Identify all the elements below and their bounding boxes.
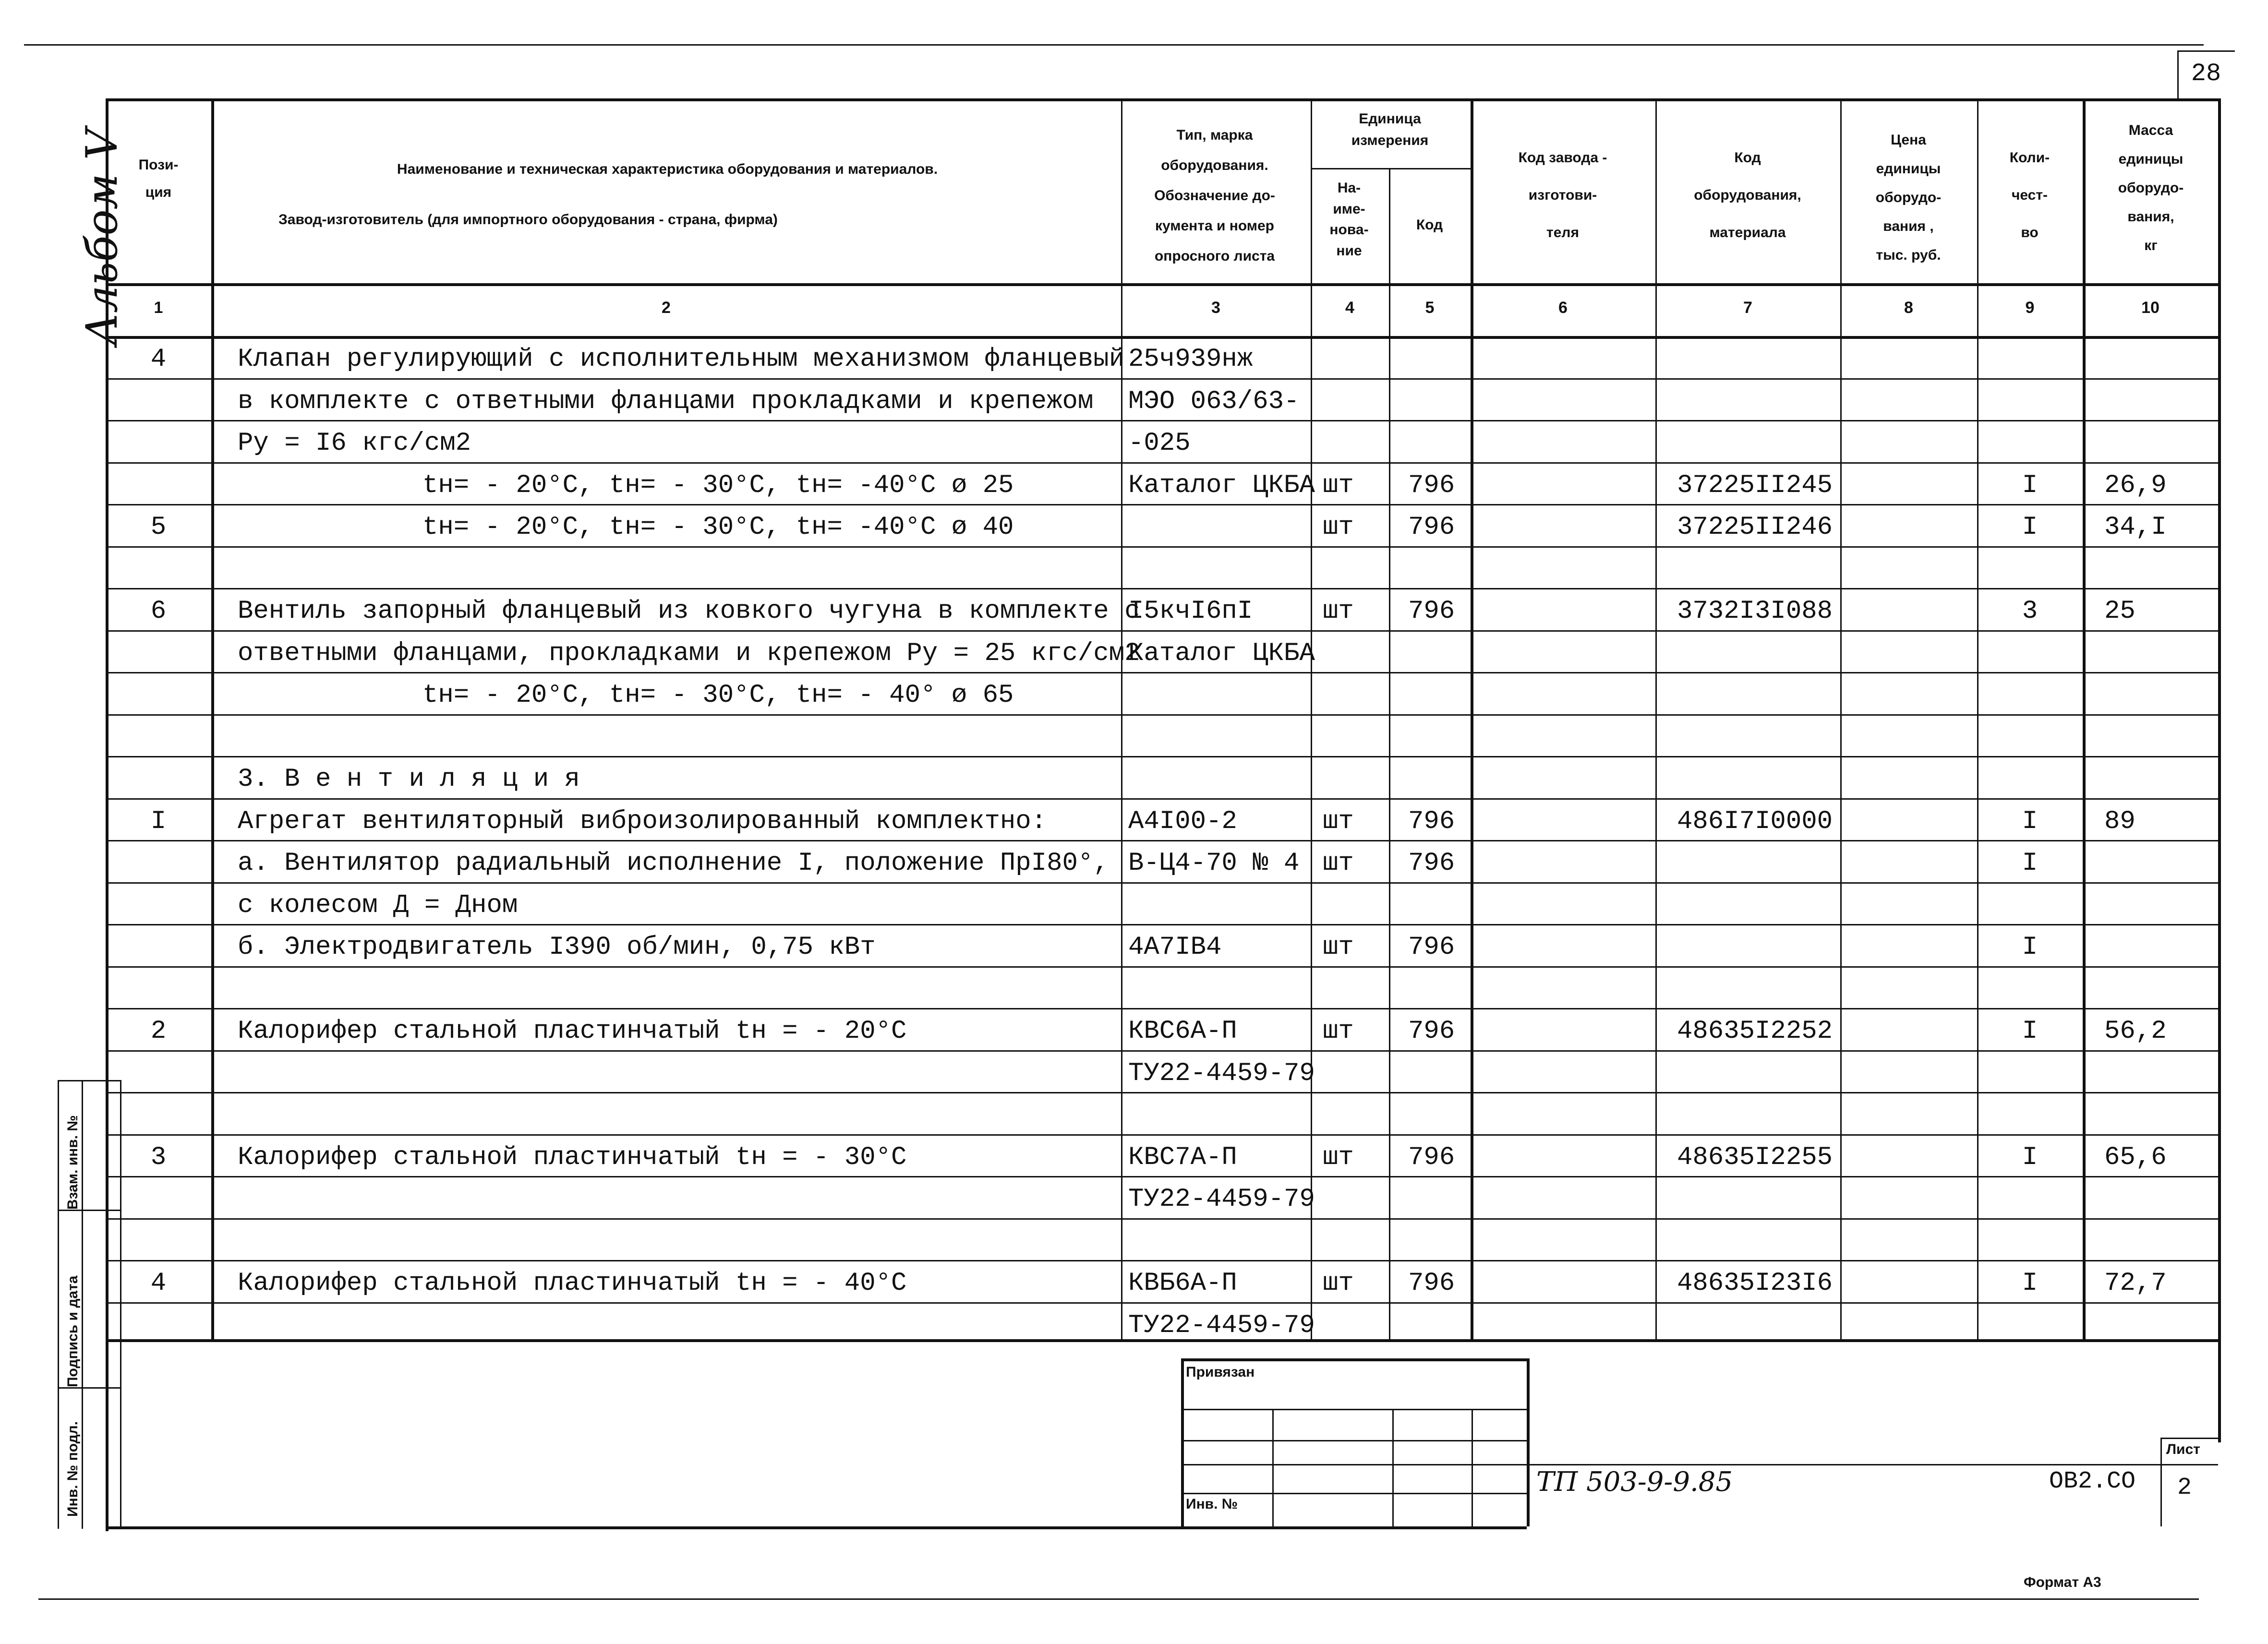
header-col2-line1: Наименование и техническая характеристика оборудования и материалов. [397, 161, 938, 177]
cell-pos: 6 [150, 597, 167, 626]
cell-pos: 2 [150, 1017, 167, 1046]
row-line [106, 1302, 2218, 1304]
cell-qty: I [2022, 806, 2038, 836]
header-col10-line3: оборудо- [2118, 180, 2184, 196]
header-col7-line1: Код [1734, 150, 1761, 166]
header-col1-line2: ция [145, 184, 172, 200]
row-line [106, 714, 2218, 716]
title-line [2160, 1438, 2162, 1526]
title-sheet-number: 2 [2177, 1474, 2192, 1501]
cell-type: КВБ6А-П [1128, 1269, 1237, 1298]
cell-mass: 26,9 [2104, 470, 2167, 500]
title-line [1392, 1409, 1394, 1526]
cell-unit: шт [1323, 597, 1354, 626]
stamp-vzam-inv: Взам. инв. № [65, 1115, 81, 1210]
col-border [1655, 98, 1657, 1339]
header-unit [1311, 108, 1469, 151]
cell-mass: 65,6 [2104, 1142, 2167, 1172]
column-number: 8 [1904, 299, 1913, 317]
row-line [106, 1050, 2218, 1052]
cell-type: КВС6А-П [1128, 1017, 1237, 1046]
row-line [106, 462, 2218, 464]
cell-type: ТУ22-4459-79 [1128, 1058, 1315, 1088]
header-unit-line1: Единица [1359, 111, 1421, 127]
header-col10-line2: единицы [2118, 151, 2184, 167]
title-inv-no: Инв. № [1186, 1496, 1238, 1512]
cell-unit: шт [1323, 1017, 1354, 1046]
cell-name: ответными фланцами, прокладками и крепежом Ру = 25 кгс/см2 [238, 638, 1140, 668]
header-col10 [2084, 116, 2218, 260]
cell-ocode: 486I7I0000 [1677, 806, 1833, 836]
cell-qty: I [2022, 1142, 2038, 1172]
cell-ocode: 48635I2255 [1677, 1142, 1833, 1172]
row-line [106, 672, 2218, 673]
cell-code: 796 [1408, 933, 1455, 962]
cell-unit: шт [1323, 1142, 1354, 1172]
side-stamp-line [58, 1080, 59, 1529]
cell-qty: I [2022, 1017, 2038, 1046]
cell-unit: шт [1323, 806, 1354, 836]
cell-name: Вентиль запорный фланцевый из ковкого чугуна в комплекте с [238, 597, 1140, 626]
header-col6-line3: теля [1546, 225, 1579, 240]
header-col3 [1121, 120, 1308, 271]
header-col2-line2: Завод-изготовитель (для импортного оборудования - страна, фирма) [278, 212, 778, 228]
col-border [1389, 168, 1390, 1339]
cell-qty: I [2022, 513, 2038, 542]
table-right-border [2218, 98, 2221, 1442]
row-line [106, 588, 2218, 589]
header-col8-line3: оборудо- [1875, 190, 1942, 205]
cell-type: В-Ц4-70 № 4 [1128, 849, 1300, 878]
col-border [1840, 98, 1842, 1339]
cell-name: Ру = I6 кгс/см2 [238, 429, 471, 458]
cell-type: А4I00-2 [1128, 806, 1237, 836]
cell-qty: 3 [2022, 597, 2038, 626]
numbers-bottom-border [106, 336, 2218, 339]
cell-unit: шт [1323, 1269, 1354, 1298]
header-col5: Код [1416, 217, 1443, 233]
title-designation: ТП 503-9-9.85 [1536, 1466, 1733, 1498]
corner-box-top [2177, 50, 2235, 52]
cell-name: Агрегат вентиляторный виброизолированный комплектно: [238, 806, 1047, 836]
cell-name: 3. В е н т и л я ц и я [238, 765, 580, 794]
title-line [1181, 1493, 1527, 1494]
header-col10-line5: кг [2144, 238, 2158, 253]
header-col9-line2: чест- [2011, 187, 2048, 203]
header-col4-line4: ние [1336, 242, 1362, 259]
cell-pos: 5 [150, 513, 167, 542]
cell-pos: 4 [150, 345, 167, 374]
cell-code: 796 [1408, 513, 1455, 542]
format-label: Формат А3 [2024, 1574, 2101, 1590]
title-sheet-label: Лист [2166, 1441, 2200, 1457]
cell-type: ТУ22-4459-79 [1128, 1185, 1315, 1214]
cell-name: tн= - 20°С, tн= - 30°С, tн= - 40° ø 65 [422, 681, 1014, 710]
row-line [106, 420, 2218, 421]
row-line [106, 546, 2218, 548]
cell-qty: I [2022, 470, 2038, 500]
title-line [1527, 1358, 1530, 1526]
cell-ocode: 48635I2252 [1677, 1017, 1833, 1046]
header-col10-line4: вания, [2127, 209, 2174, 225]
header-bottom-border [106, 283, 2218, 286]
col-border [1471, 98, 1473, 1339]
cell-name: Калорифер стальной пластинчатый tн = - 20°С [238, 1017, 907, 1046]
header-col3-line3: Обозначение до- [1154, 188, 1275, 204]
header-col1-line1: Пози- [138, 157, 179, 173]
title-line [1472, 1409, 1473, 1526]
title-line [1272, 1409, 1274, 1526]
header-col4-line3: нова- [1329, 222, 1369, 238]
cell-code: 796 [1408, 597, 1455, 626]
cell-qty: I [2022, 1269, 2038, 1298]
side-stamp-line [58, 1210, 120, 1211]
cell-code: 796 [1408, 849, 1455, 878]
header-col9-line3: во [2021, 225, 2039, 240]
header-col3-line5: опросного листа [1154, 248, 1275, 264]
header-col4-line1: На- [1337, 180, 1361, 196]
cell-type: ТУ22-4459-79 [1128, 1310, 1315, 1340]
cell-type: -025 [1128, 429, 1191, 458]
cell-code: 796 [1408, 1017, 1455, 1046]
header-col7-line3: материала [1709, 225, 1786, 240]
cell-type: Каталог ЦКБА [1128, 638, 1315, 668]
cell-mass: 25 [2104, 597, 2135, 626]
cell-mass: 72,7 [2104, 1269, 2167, 1298]
table-top-border [106, 98, 2218, 101]
cell-unit: шт [1323, 849, 1354, 878]
cell-qty: I [2022, 933, 2038, 962]
row-line [106, 882, 2218, 884]
header-col4-line2: име- [1333, 201, 1365, 217]
title-line [1181, 1440, 1527, 1441]
unit-subheader-line [1311, 168, 1471, 169]
cell-name: Калорифер стальной пластинчатый tн = - 40°С [238, 1269, 907, 1298]
header-col1 [115, 151, 202, 206]
cell-name: в комплекте с ответными фланцами прокладками и крепежом [238, 386, 1094, 416]
side-stamp-line [58, 1387, 120, 1389]
header-col6-line2: изготови- [1528, 187, 1597, 203]
row-line [106, 504, 2218, 505]
cell-mass: 89 [2104, 806, 2135, 836]
title-code: ОВ2.СО [2049, 1468, 2136, 1495]
header-col8-line1: Цена [1891, 132, 1926, 148]
sheet-corner-number: 28 [2191, 60, 2221, 88]
cell-name: а. Вентилятор радиальный исполнение I, положение ПрI80°, [238, 849, 1109, 878]
column-number: 4 [1345, 299, 1354, 317]
header-col6-line1: Код завода - [1518, 150, 1607, 166]
header-col6 [1472, 139, 1654, 252]
column-number: 9 [2025, 299, 2035, 317]
header-col4 [1311, 178, 1387, 261]
row-line [106, 840, 2218, 841]
cell-name: с колесом Д = Дном [238, 890, 518, 920]
header-col8-line5: тыс. руб. [1876, 247, 1941, 263]
cell-code: 796 [1408, 1269, 1455, 1298]
cell-code: 796 [1408, 470, 1455, 500]
row-line [106, 1134, 2218, 1136]
row-line [106, 1176, 2218, 1177]
row-line [106, 1092, 2218, 1093]
col-border [211, 98, 214, 1339]
title-line [1181, 1358, 1527, 1361]
cell-name: tн= - 20°С, tн= - 30°С, tн= -40°С ø 40 [422, 513, 1014, 542]
cell-unit: шт [1323, 513, 1354, 542]
col-border [1121, 98, 1122, 1339]
corner-box-left [2177, 50, 2179, 98]
column-number: 6 [1558, 299, 1568, 317]
header-col10-line1: Масса [2128, 122, 2173, 138]
row-line [106, 966, 2218, 968]
column-number: 3 [1211, 299, 1220, 317]
column-number: 5 [1425, 299, 1435, 317]
header-col8-line4: вания , [1883, 218, 1934, 234]
cell-ocode: 37225II246 [1677, 513, 1833, 542]
column-number: 2 [662, 299, 671, 317]
row-line [106, 630, 2218, 632]
header-col9-line1: Коли- [2009, 150, 2050, 166]
cell-name: Клапан регулирующий с исполнительным механизмом фланцевый [238, 345, 1125, 374]
page-bottom-border [106, 1526, 1527, 1529]
row-line [106, 924, 2218, 925]
cell-type: МЭО 063/63- [1128, 386, 1300, 416]
title-line [1181, 1358, 1184, 1526]
column-number: 7 [1743, 299, 1752, 317]
header-col3-line2: оборудования. [1161, 157, 1268, 173]
row-line [106, 378, 2218, 380]
cell-type: I5кчI6пI [1128, 597, 1253, 626]
header-unit-line2: измерения [1351, 132, 1429, 148]
header-col2 [216, 144, 1119, 245]
row-line [106, 798, 2218, 800]
header-col3-line4: кумента и номер [1155, 218, 1275, 234]
cell-name: б. Электродвигатель I390 об/мин, 0,75 кВт [238, 933, 876, 962]
cell-pos: 3 [150, 1142, 167, 1172]
row-line [106, 756, 2218, 757]
row-line [106, 1260, 2218, 1261]
cell-pos: 4 [150, 1269, 167, 1298]
cell-qty: I [2022, 849, 2038, 878]
cell-mass: 56,2 [2104, 1017, 2167, 1046]
cell-type: Каталог ЦКБА [1128, 470, 1315, 500]
title-line [1181, 1464, 2218, 1465]
stamp-signature-date: Подпись и дата [65, 1275, 81, 1387]
cell-ocode: 48635I23I6 [1677, 1269, 1833, 1298]
cell-type: 4А7IВ4 [1128, 933, 1222, 962]
cell-ocode: 37225II245 [1677, 470, 1833, 500]
col-border [1311, 98, 1312, 1339]
header-col3-line1: Тип, марка [1176, 127, 1253, 143]
cell-name: tн= - 20°С, tн= - 30°С, tн= -40°С ø 25 [422, 470, 1014, 500]
row-line [106, 1008, 2218, 1009]
column-number: 1 [154, 299, 163, 317]
cell-unit: шт [1323, 470, 1354, 500]
stamp-inv-podl: Инв. № подл. [65, 1421, 81, 1517]
title-privyazan: Привязан [1186, 1364, 1255, 1380]
title-line [2160, 1438, 2218, 1439]
header-col8-line2: единицы [1876, 161, 1941, 177]
column-number: 10 [2141, 299, 2159, 317]
header-col7 [1656, 139, 1839, 252]
header-col8 [1841, 126, 1976, 270]
album-label: Альбом V [77, 129, 127, 346]
cell-type: КВС7А-П [1128, 1142, 1237, 1172]
cell-name: Калорифер стальной пластинчатый tн = - 30°С [238, 1142, 907, 1172]
row-line [106, 1218, 2218, 1220]
side-stamp-line [58, 1080, 120, 1081]
cell-mass: 34,I [2104, 513, 2167, 542]
cell-code: 796 [1408, 806, 1455, 836]
cell-pos: I [150, 806, 167, 836]
cell-type: 25ч939нж [1128, 345, 1253, 374]
bottom-edge-line [38, 1598, 2199, 1600]
header-col9 [1978, 139, 2081, 252]
cell-unit: шт [1323, 933, 1354, 962]
cell-code: 796 [1408, 1142, 1455, 1172]
top-edge-line [24, 44, 2204, 46]
header-col7-line2: оборудования, [1694, 187, 1801, 203]
cell-ocode: 3732I3I088 [1677, 597, 1833, 626]
col-border [2083, 98, 2086, 1339]
side-stamp-line [82, 1080, 83, 1529]
title-line [1181, 1409, 1527, 1410]
